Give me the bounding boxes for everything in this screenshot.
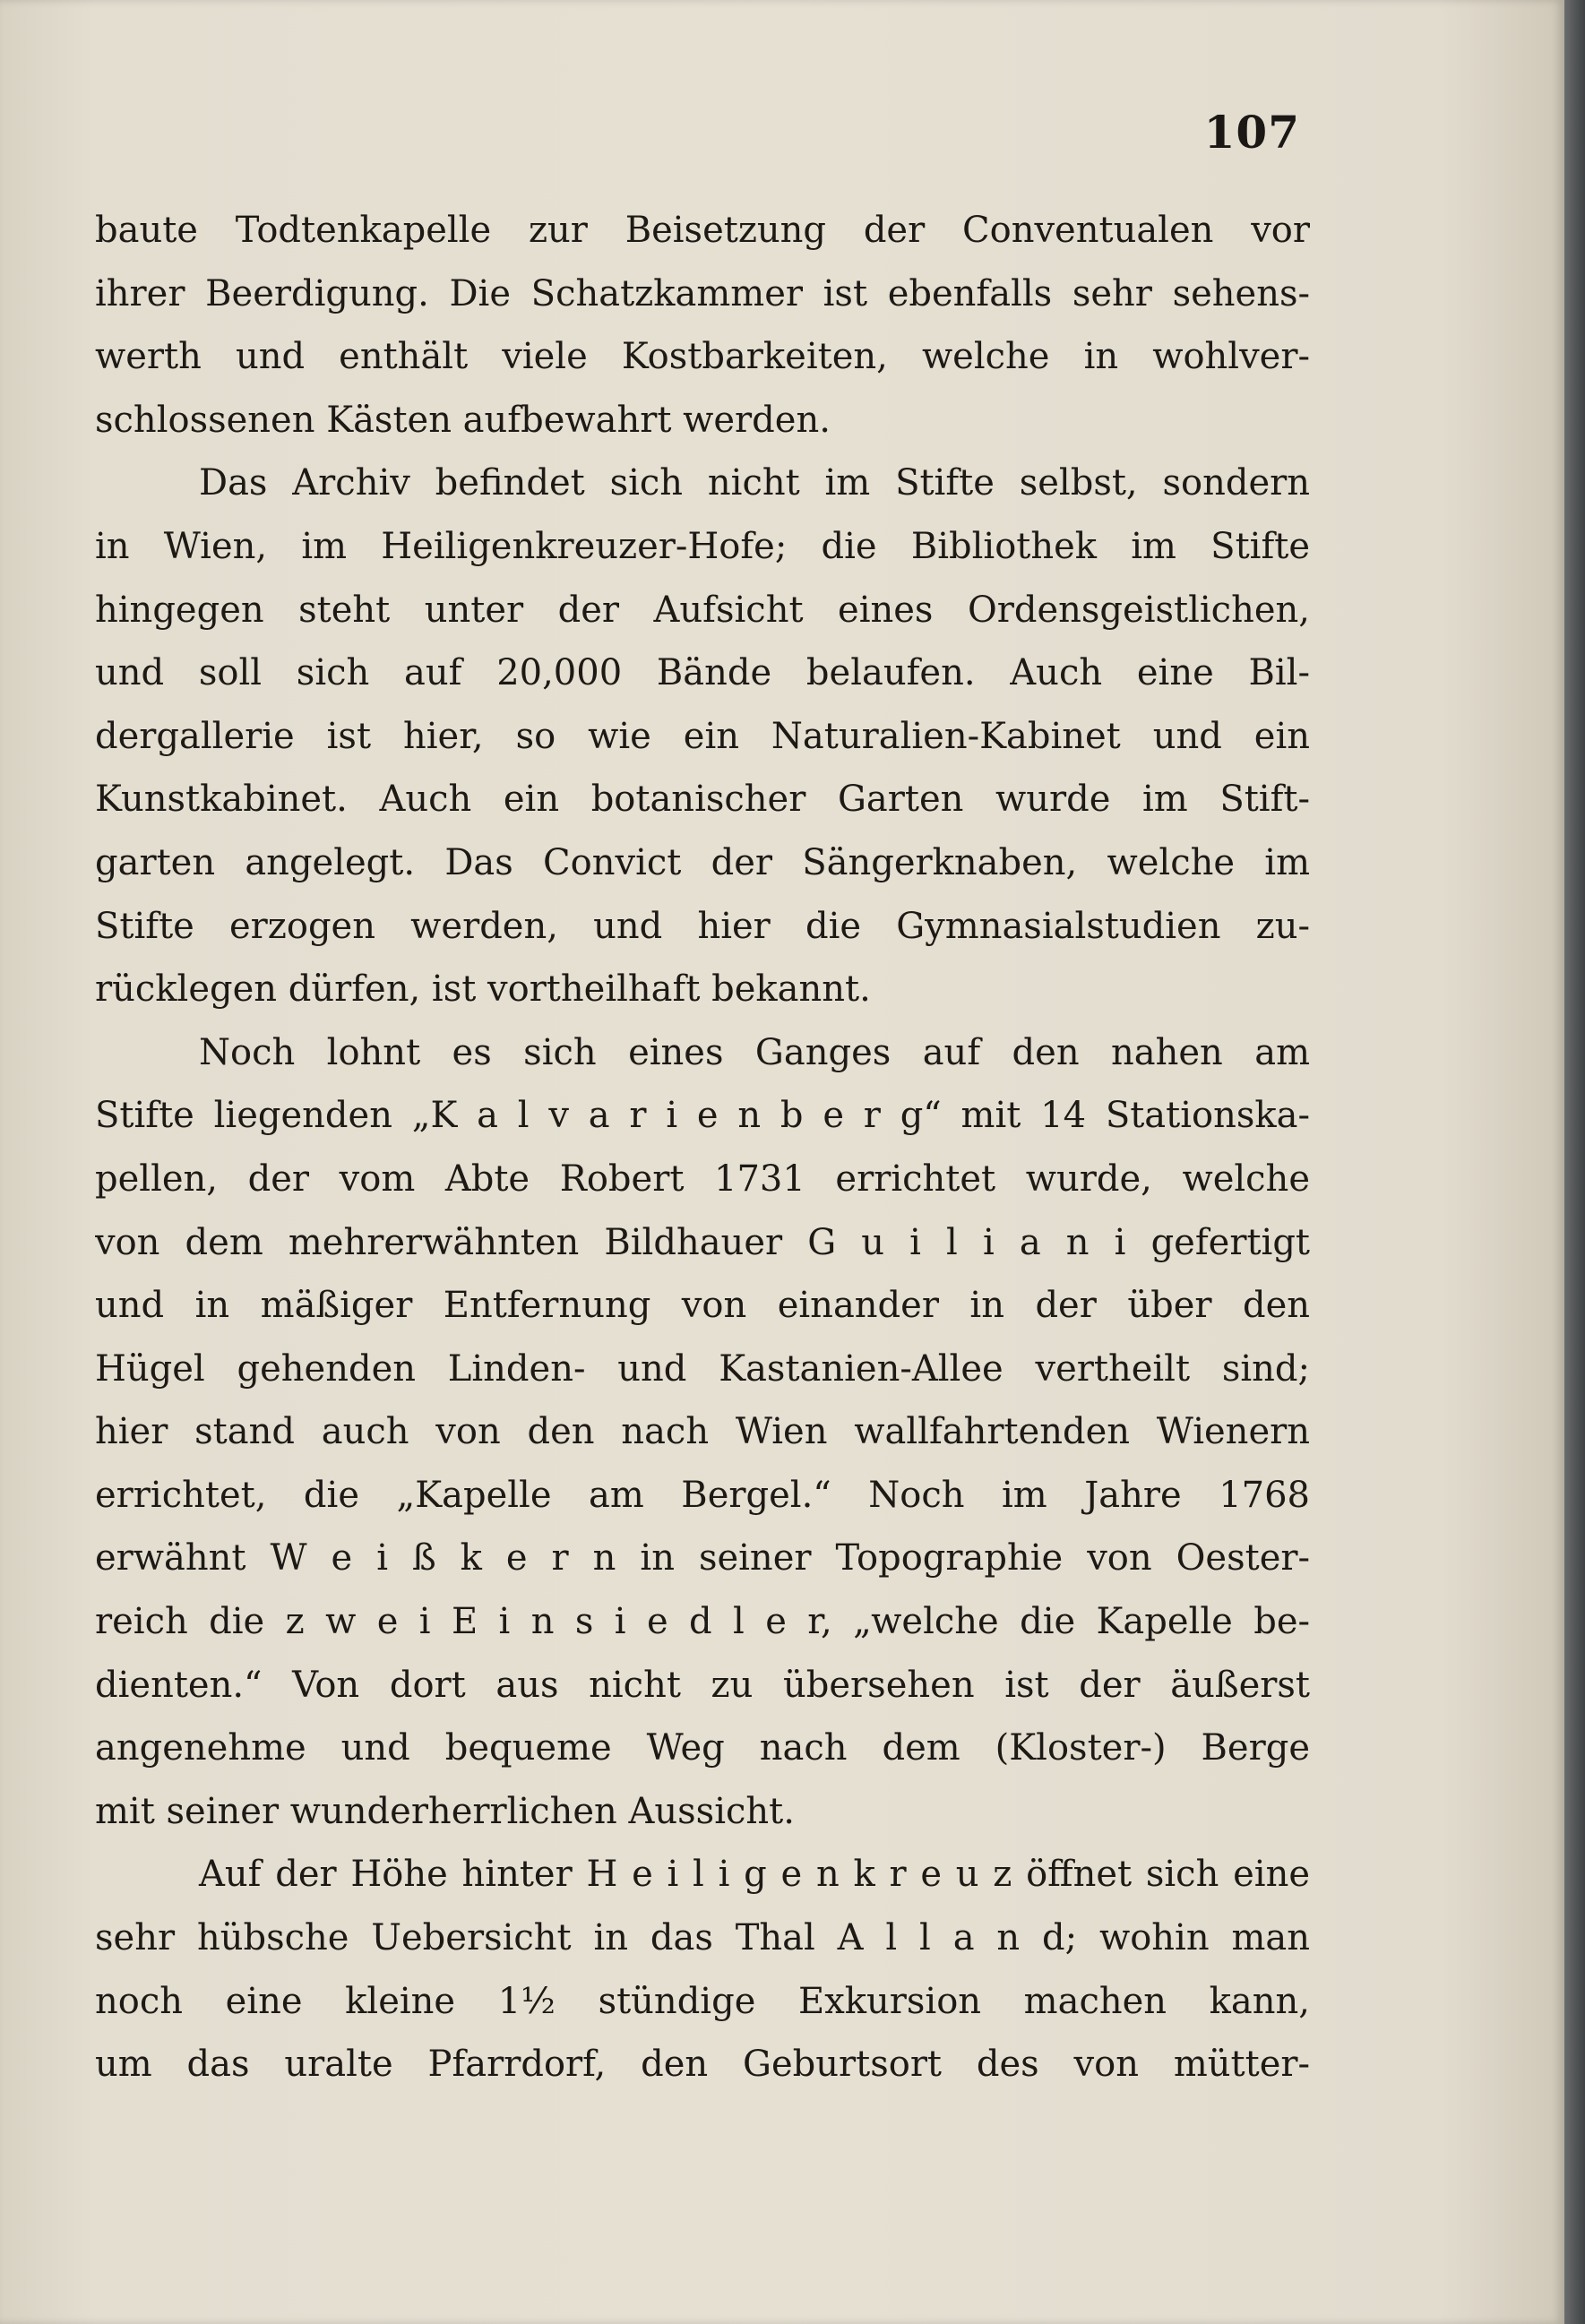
text-line: baute Todtenkapelle zur Beisetzung der Conventualen vor	[95, 210, 1310, 251]
text-line: dienten.“ Von dort aus nicht zu übersehen ist der äußerst	[95, 1664, 1310, 1706]
text-line: noch eine kleine 1½ stündige Exkursion machen kann,	[95, 1980, 1310, 2022]
text-line: und in mäßiger Entfernung von einander in der über den	[95, 1285, 1310, 1327]
text-line: pellen, der vom Abte Robert 1731 errichtet wurde, welche	[95, 1158, 1310, 1200]
text-line: von dem mehrerwähnten Bildhauer G u i l i a n i gefertigt	[95, 1221, 1310, 1263]
text-line: garten angelegt. Das Convict der Sängerknaben, welche im	[95, 841, 1310, 883]
text-line: um das uralte Pfarrdorf, den Geburtsort des von mütter-	[95, 2044, 1310, 2086]
text-line: ihrer Beerdigung. Die Schatzkammer ist ebenfalls sehr sehens-	[95, 272, 1310, 314]
text-line: mit seiner wunderherrlichen Aussicht.	[95, 1790, 795, 1832]
text-line: Hügel gehenden Linden- und Kastanien-Allee vertheilt sind;	[95, 1347, 1310, 1390]
text-line: erwähnt W e i ß k e r n in seiner Topographie von Oester-	[95, 1537, 1310, 1579]
text-line: schlossenen Kästen aufbewahrt werden.	[95, 399, 831, 441]
text-line: Auf der Höhe hinter H e i l i g e n k r e u z öffnet sich eine	[199, 1854, 1310, 1896]
text-line: Kunstkabinet. Auch ein botanischer Garten wurde im Stift-	[95, 779, 1310, 821]
text-line: Das Archiv befindet sich nicht im Stifte selbst, sondern	[199, 462, 1310, 504]
text-line: Stifte liegenden „K a l v a r i e n b e r g“ mit 14 Stationska-	[95, 1095, 1310, 1137]
page-edge	[1564, 0, 1585, 2324]
text-line: sehr hübsche Uebersicht in das Thal A l l a n d; wohin man	[95, 1917, 1310, 1959]
page-number: 107	[1203, 106, 1300, 159]
text-line: rücklegen dürfen, ist vortheilhaft bekannt.	[95, 968, 871, 1011]
text-line: Noch lohnt es sich eines Ganges auf den nahen am	[199, 1031, 1310, 1073]
text-line: dergallerie ist hier, so wie ein Naturalien-Kabinet und ein	[95, 715, 1310, 757]
text-line: reich die z w e i E i n s i e d l e r, „welche die Kapelle be-	[95, 1601, 1310, 1643]
text-line: hingegen steht unter der Aufsicht eines Ordensgeistlichen,	[95, 589, 1310, 631]
text-line: errichtet, die „Kapelle am Bergel.“ Noch im Jahre 1768	[95, 1474, 1310, 1516]
text-line: Stifte erzogen werden, und hier die Gymnasialstudien zu-	[95, 905, 1310, 947]
text-line: hier stand auch von den nach Wien wallfahrtenden Wienern	[95, 1411, 1310, 1453]
text-line: werth und enthält viele Kostbarkeiten, welche in wohlver-	[95, 336, 1310, 378]
text-line: angenehme und bequeme Weg nach dem (Kloster-) Berge	[95, 1727, 1310, 1769]
body-text	[95, 199, 1310, 2096]
text-line: und soll sich auf 20,000 Bände belaufen. Auch eine Bil-	[95, 652, 1310, 694]
text-line: in Wien, im Heiligenkreuzer-Hofe; die Bibliothek im Stifte	[95, 525, 1310, 567]
